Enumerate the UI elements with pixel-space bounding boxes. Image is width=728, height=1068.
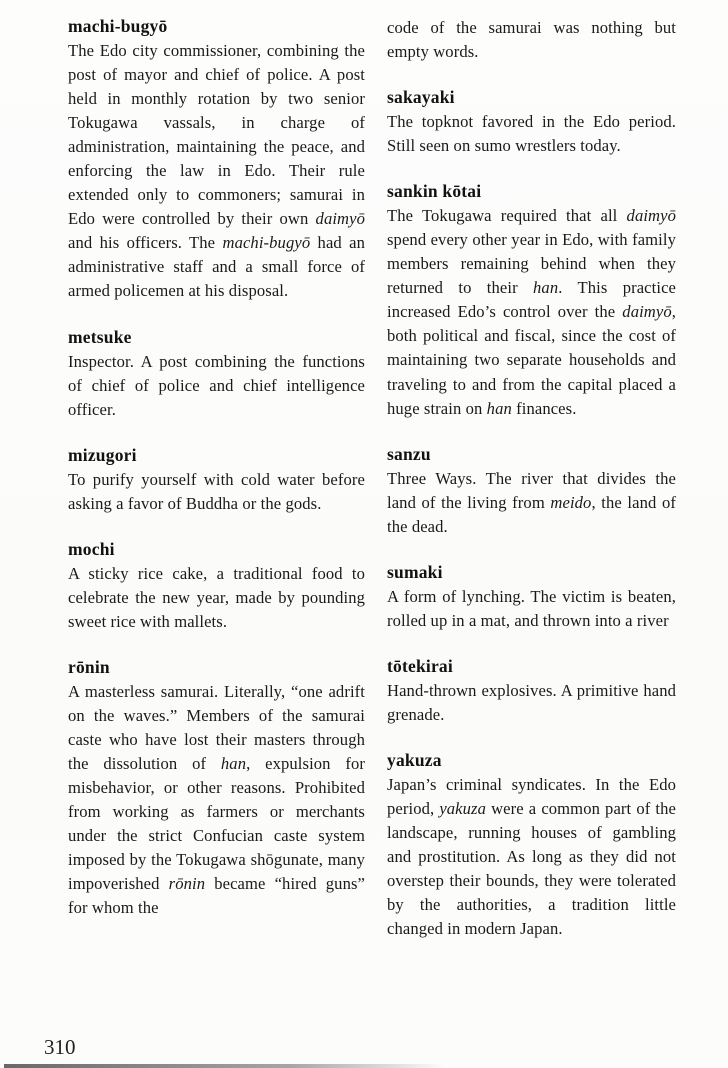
entry-definition: Inspector. A post combining the functions of chief of police and chief intelligence officer. [68, 351, 365, 419]
glossary-entry [68, 539, 365, 634]
entry-term: rōnin [68, 656, 110, 677]
entry-term: metsuke [68, 326, 132, 347]
glossary-entry [387, 562, 676, 633]
entry-definition: A form of lynching. The victim is beaten, rolled up in a mat, and thrown into a river [387, 586, 676, 630]
glossary-entry [387, 444, 676, 539]
entry-term: sankin kōtai [387, 181, 482, 202]
entry-term: sumaki [387, 561, 443, 582]
glossary-entry [68, 327, 365, 422]
entry-definition: The Tokugawa required that all daimyō spend every other year in Edo, with family members remaining behind when they returned to their han. This practice increased Edo’s control over the daimyō, both political and fiscal, since the cost of maintaining two separate households and traveling to and from the capital placed a huge strain on han finances. [387, 206, 677, 418]
entry-definition: A masterless samurai. Literally, “one adrift on the waves.” Members of the samurai caste who have lost their masters through the dissolution of han, expulsion for misbehavior, or other reasons. Prohibited from working as farmers or merchants under the strict Confucian caste system imposed by the Tokugawa shōgunate, many impoverished rōnin became “hired guns” for whom the [68, 681, 366, 918]
entry-term: sanzu [387, 443, 431, 464]
entry-term: machi-bugyō [68, 16, 168, 36]
page-number: 310 [44, 1035, 76, 1059]
glossary-entry [387, 87, 676, 158]
glossary-entry [68, 16, 365, 304]
right-column [387, 16, 676, 964]
glossary-entry [387, 656, 676, 727]
entry-term: mizugori [68, 444, 137, 465]
entry-definition: The topknot favored in the Edo period. Still seen on sumo wrestlers today. [387, 112, 676, 156]
entry-definition: The Edo city commissioner, combining the post of mayor and chief of police. A post held in monthly rotation by two senior Tokugawa vassals, in charge of administration, maintaining the peace, and enforcing the law in Edo. Their rule extended only to commoners; samurai in Edo were controlled by their own daimyō and his officers. The machi-bugyō had an administrative staff and a small force of armed policemen at his disposal. [68, 41, 366, 301]
scan-edge-bottom [4, 1064, 444, 1068]
continued-definition: code of the samurai was nothing but empty words. [387, 18, 676, 62]
glossary-entry [68, 445, 365, 516]
left-column [68, 16, 365, 943]
glossary-entry [68, 657, 365, 920]
entry-definition: Hand-thrown explosives. A primitive hand grenade. [387, 680, 676, 724]
entry-term: sakayaki [387, 87, 455, 108]
entry-term: tōtekirai [387, 655, 453, 676]
entry-term: mochi [68, 538, 115, 559]
glossary-entry [387, 750, 676, 941]
entry-definition: Japan’s criminal syndicates. In the Edo period, yakuza were a common part of the landscape, running houses of gambling and prostitution. As long as they did not overstep their bounds, they were tolerated by the authorities, a tradition little changed in modern Japan. [387, 774, 676, 939]
entry-definition: Three Ways. The river that divides the land of the living from meido, the land of the dead. [387, 468, 676, 536]
entry-definition: To purify yourself with cold water before asking a favor of Buddha or the gods. [68, 469, 365, 513]
entry-term: yakuza [387, 749, 442, 770]
glossary-entry [387, 181, 676, 420]
entry-definition: A sticky rice cake, a traditional food to celebrate the new year, made by pounding sweet rice with mallets. [68, 563, 365, 631]
